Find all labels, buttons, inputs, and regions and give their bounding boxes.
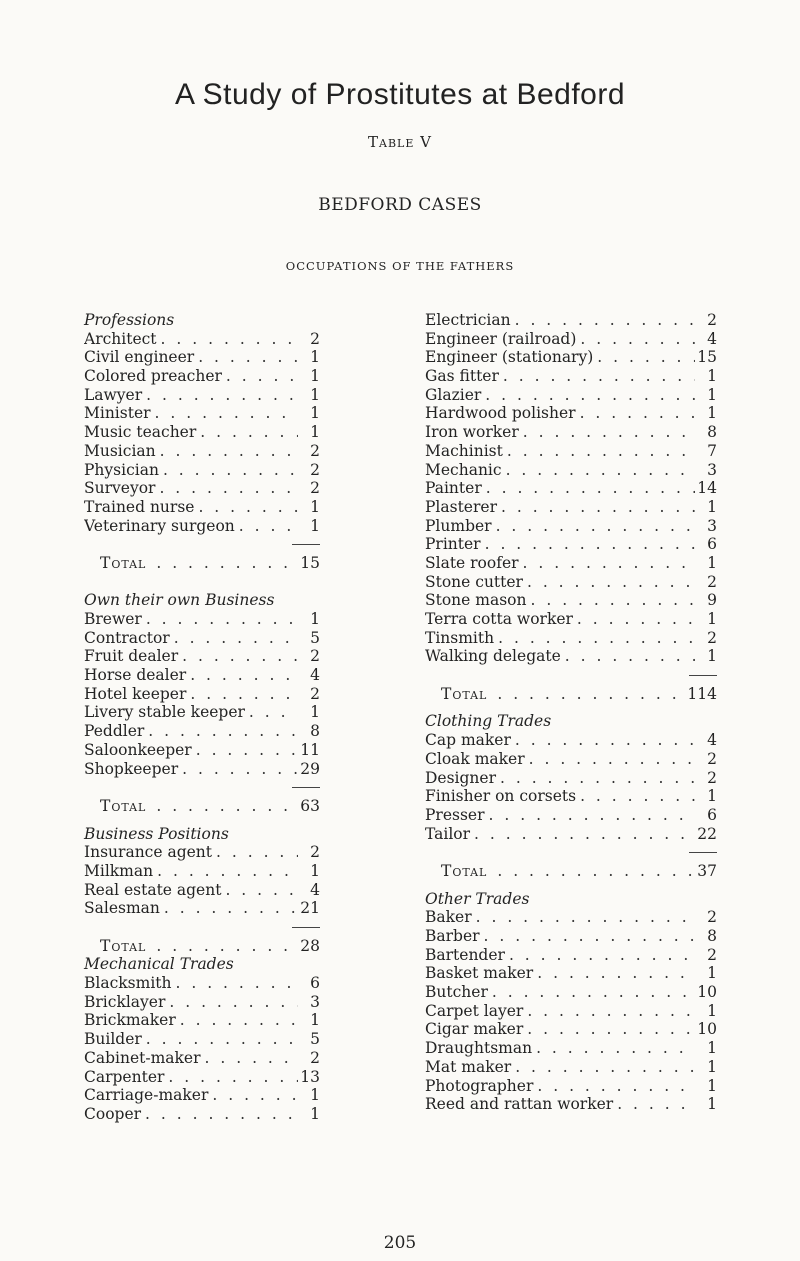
table-row (425, 1039, 717, 1058)
table-row (84, 498, 320, 517)
occupation-count: 4 (310, 880, 320, 899)
occupation-count: 1 (707, 964, 717, 983)
occupation-count: 3 (707, 516, 717, 535)
table-row (84, 1068, 320, 1087)
occupation-label: Cap maker (425, 731, 511, 750)
table-row (84, 1086, 320, 1105)
occupation-label: Draughtsman (425, 1039, 533, 1058)
occupation-label: Tinsmith (425, 628, 495, 647)
occupation-label: Salesman (84, 899, 160, 918)
occupation-label: Mechanic (425, 460, 502, 479)
occupation-count: 1 (310, 516, 320, 535)
occupation-label: Mat maker (425, 1057, 512, 1076)
section-heading-mechanical-trades: Mechanical Trades (84, 955, 234, 974)
occupation-count: 1 (707, 647, 717, 666)
table-row (425, 461, 717, 480)
occupation-label: Blacksmith (84, 974, 172, 993)
total-value: 28 (300, 936, 320, 955)
occupation-label: Veterinary surgeon (84, 516, 235, 535)
occupation-count: 4 (707, 329, 717, 348)
occupation-count: 4 (310, 666, 320, 685)
table-title: BEDFORD CASES (318, 195, 482, 215)
table-row (425, 535, 717, 554)
table-row (425, 404, 717, 423)
occupation-count: 1 (707, 610, 717, 628)
table-row (425, 498, 717, 517)
table-subtitle: OCCUPATIONS OF THE FATHERS (285, 259, 515, 273)
occupation-label: Real estate agent (84, 880, 222, 899)
table-row (425, 367, 717, 386)
table-row (84, 423, 320, 442)
total-label: Total (100, 553, 147, 572)
table-row (425, 591, 717, 610)
occupation-count: 5 (310, 628, 320, 647)
occupation-count: 1 (310, 1086, 320, 1105)
section-heading-professions: Professions (84, 311, 175, 329)
occupation-count: 1 (707, 367, 717, 386)
table-row (84, 843, 320, 862)
occupation-label: Stone cutter (425, 572, 523, 591)
table-row (84, 1049, 320, 1068)
occupation-count: 3 (310, 992, 320, 1011)
occupation-count: 8 (310, 722, 320, 741)
table-row (425, 573, 717, 592)
table-row (84, 666, 320, 685)
occupation-count: 1 (310, 497, 320, 516)
table-row (84, 647, 320, 666)
occupation-count: 1 (707, 1057, 717, 1076)
table-row (425, 629, 717, 648)
occupation-count: 1 (310, 404, 320, 423)
occupation-label: Cooper (84, 1104, 142, 1123)
table-label: Table V (368, 133, 432, 151)
occupation-label: Machinist (425, 441, 503, 460)
table-row (84, 760, 320, 779)
occupation-label: Slate roofer (425, 553, 519, 572)
table-row (425, 479, 717, 498)
occupation-count: 6 (707, 805, 717, 824)
occupation-label: Physician (84, 460, 159, 479)
section-heading-own-business: Own their own Business (84, 591, 275, 610)
occupation-label: Photographer (425, 1076, 534, 1095)
occupation-count: 1 (310, 385, 320, 404)
occupation-count: 2 (310, 479, 320, 498)
total-rule (84, 778, 320, 797)
occupation-label: Engineer (railroad) (425, 329, 577, 348)
table-row (84, 862, 320, 881)
table-row (425, 908, 717, 927)
occupation-count: 2 (707, 945, 717, 964)
table-row (84, 1011, 320, 1030)
occupation-count: 1 (310, 423, 320, 442)
table-row (425, 769, 717, 788)
table-row (84, 741, 320, 760)
occupation-label: Lawyer (84, 385, 143, 404)
table-row (84, 479, 320, 498)
total-value: 114 (687, 684, 717, 703)
occupation-count: 2 (707, 628, 717, 647)
table-row (425, 1095, 717, 1114)
occupation-label: Peddler (84, 722, 145, 741)
occupation-label: Minister (84, 404, 151, 423)
occupation-label: Carpenter (84, 1067, 165, 1086)
occupation-label: Livery stable keeper (84, 703, 245, 722)
table-row (425, 825, 717, 844)
occupation-label: Milkman (84, 861, 154, 880)
table-row (425, 647, 717, 666)
table-row (425, 964, 717, 983)
table-row (84, 685, 320, 704)
total-rule (84, 918, 320, 937)
occupation-count: 1 (310, 367, 320, 386)
table-row (84, 899, 320, 918)
occupation-label: Plumber (425, 516, 492, 535)
table-row (84, 722, 320, 741)
occupation-label: Designer (425, 768, 496, 787)
section-heading-other-trades: Other Trades (425, 889, 530, 908)
total-row-professions (84, 554, 320, 573)
occupation-count: 1 (707, 385, 717, 404)
occupation-label: Hardwood polisher (425, 404, 576, 423)
occupation-count: 1 (707, 1039, 717, 1058)
occupation-count: 1 (707, 1001, 717, 1020)
occupation-count: 2 (310, 441, 320, 460)
table-row (425, 442, 717, 461)
occupation-label: Civil engineer (84, 348, 195, 367)
occupation-label: Butcher (425, 983, 488, 1002)
occupation-label: Music teacher (84, 423, 197, 442)
total-row-mechanical-trades (425, 685, 717, 704)
page-number: 205 (383, 1233, 417, 1253)
table-row (425, 311, 717, 330)
table-row (84, 1030, 320, 1049)
occupation-label: Cabinet-maker (84, 1048, 201, 1067)
total-label: Total (441, 861, 488, 880)
occupation-count: 2 (310, 684, 320, 703)
occupation-count: 1 (310, 703, 320, 722)
table-row (84, 881, 320, 900)
table-row (84, 1105, 320, 1124)
table-row (425, 1077, 717, 1096)
occupation-count: 2 (707, 749, 717, 768)
occupation-count: 2 (707, 311, 717, 329)
occupation-count: 1 (310, 861, 320, 880)
table-row (425, 983, 717, 1002)
table-row (84, 330, 320, 349)
occupation-count: 9 (707, 591, 717, 610)
occupation-label: Barber (425, 927, 480, 945)
table-row (425, 1002, 717, 1021)
occupation-count: 2 (707, 768, 717, 787)
table-row (425, 927, 717, 946)
occupation-label: Stone mason (425, 591, 527, 610)
total-value: 63 (300, 796, 320, 815)
occupation-count: 1 (707, 1076, 717, 1095)
occupation-count: 2 (310, 1048, 320, 1067)
total-label: Total (100, 936, 147, 955)
table-row (84, 517, 320, 536)
total-value: 37 (697, 861, 717, 880)
occupation-label: Cloak maker (425, 749, 525, 768)
occupation-count: 14 (697, 479, 717, 498)
occupation-label: Musician (84, 441, 156, 460)
table-row (84, 629, 320, 648)
table-row (425, 806, 717, 825)
occupation-count: 2 (707, 908, 717, 927)
occupation-label: Basket maker (425, 964, 534, 983)
occupation-count: 1 (707, 404, 717, 423)
occupation-label: Bartender (425, 945, 505, 964)
occupation-count: 1 (707, 553, 717, 572)
occupation-label: Architect (84, 329, 157, 348)
occupation-count: 4 (707, 731, 717, 750)
table-row (84, 993, 320, 1012)
total-rule (84, 535, 320, 554)
total-rule (425, 843, 717, 862)
occupation-count: 8 (707, 423, 717, 442)
occupation-label: Brickmaker (84, 1011, 176, 1030)
table-row (425, 1020, 717, 1039)
occupation-label: Horse dealer (84, 666, 187, 685)
table-row (84, 386, 320, 405)
occupation-label: Contractor (84, 628, 170, 647)
occupation-label: Printer (425, 535, 481, 554)
table-row (84, 461, 320, 480)
occupation-count: 1 (707, 1095, 717, 1114)
occupation-label: Insurance agent (84, 843, 213, 862)
occupation-count: 2 (310, 647, 320, 666)
occupation-label: Engineer (stationary) (425, 348, 594, 367)
right-column (425, 311, 717, 1114)
table-row (425, 348, 717, 367)
occupation-count: 6 (310, 974, 320, 993)
occupation-label: Presser (425, 805, 485, 824)
occupation-count: 1 (707, 787, 717, 806)
occupation-count: 5 (310, 1030, 320, 1049)
table-row (425, 554, 717, 573)
table-row (425, 1058, 717, 1077)
occupation-label: Plasterer (425, 497, 497, 516)
occupation-count: 3 (707, 460, 717, 479)
occupation-label: Finisher on corsets (425, 787, 577, 806)
occupation-label: Trained nurse (84, 497, 195, 516)
total-row-own-business (84, 797, 320, 816)
occupation-count: 7 (707, 441, 717, 460)
occupation-label: Shopkeeper (84, 759, 179, 778)
total-rule (425, 666, 717, 685)
occupation-count: 6 (707, 535, 717, 554)
occupation-count: 2 (310, 843, 320, 862)
occupation-count: 29 (300, 759, 320, 778)
table-row (425, 731, 717, 750)
table-row (84, 974, 320, 993)
occupation-label: Carpet layer (425, 1001, 524, 1020)
occupation-label: Hotel keeper (84, 684, 187, 703)
occupation-label: Painter (425, 479, 482, 498)
table-row (425, 610, 717, 629)
occupation-count: 8 (707, 927, 717, 945)
occupation-label: Brewer (84, 610, 142, 628)
occupation-label: Glazier (425, 385, 482, 404)
table-row (425, 423, 717, 442)
occupation-label: Gas fitter (425, 367, 499, 386)
occupation-count: 11 (300, 740, 320, 759)
occupation-count: 22 (697, 824, 717, 843)
occupation-label: Baker (425, 908, 472, 927)
occupation-label: Terra cotta worker (425, 610, 573, 628)
occupation-label: Surveyor (84, 479, 156, 498)
occupation-label: Saloonkeeper (84, 740, 192, 759)
section-heading-clothing-trades: Clothing Trades (425, 712, 552, 731)
occupation-label: Walking delegate (425, 647, 561, 666)
section-heading-business-positions: Business Positions (84, 824, 229, 843)
left-column (84, 311, 320, 1124)
total-label: Total (441, 684, 488, 703)
table-row (425, 517, 717, 536)
occupation-count: 10 (697, 983, 717, 1002)
occupation-count: 1 (707, 497, 717, 516)
table-row (84, 367, 320, 386)
occupation-count: 2 (310, 460, 320, 479)
table-row (425, 946, 717, 965)
occupation-count: 1 (310, 1011, 320, 1030)
occupation-count: 2 (310, 329, 320, 348)
total-label: Total (100, 796, 147, 815)
occupation-label: Carriage-maker (84, 1086, 209, 1105)
table-row (425, 787, 717, 806)
occupation-label: Tailor (425, 824, 471, 843)
occupation-label: Builder (84, 1030, 142, 1049)
occupation-count: 1 (310, 610, 320, 628)
total-value: 15 (300, 553, 320, 572)
occupation-label: Cigar maker (425, 1020, 524, 1039)
table-row (84, 610, 320, 629)
total-row-clothing-trades (425, 862, 717, 881)
occupation-label: Colored preacher (84, 367, 222, 386)
occupation-count: 2 (707, 572, 717, 591)
occupation-label: Iron worker (425, 423, 519, 442)
occupation-count: 21 (300, 899, 320, 918)
occupation-count: 1 (310, 1104, 320, 1123)
total-row-business-positions (84, 937, 320, 956)
occupation-label: Reed and rattan worker (425, 1095, 614, 1114)
occupation-label: Bricklayer (84, 992, 166, 1011)
table-row (84, 442, 320, 461)
table-row (425, 750, 717, 769)
table-row (84, 703, 320, 722)
occupation-count: 10 (697, 1020, 717, 1039)
occupation-count: 15 (697, 348, 717, 367)
occupation-count: 13 (300, 1067, 320, 1086)
table-row (425, 330, 717, 349)
table-row (425, 386, 717, 405)
table-row (84, 404, 320, 423)
running-head: A Study of Prostitutes at Bedford (174, 78, 626, 111)
table-row (84, 348, 320, 367)
occupation-label: Fruit dealer (84, 647, 179, 666)
occupation-count: 1 (310, 348, 320, 367)
occupation-label: Electrician (425, 311, 511, 329)
